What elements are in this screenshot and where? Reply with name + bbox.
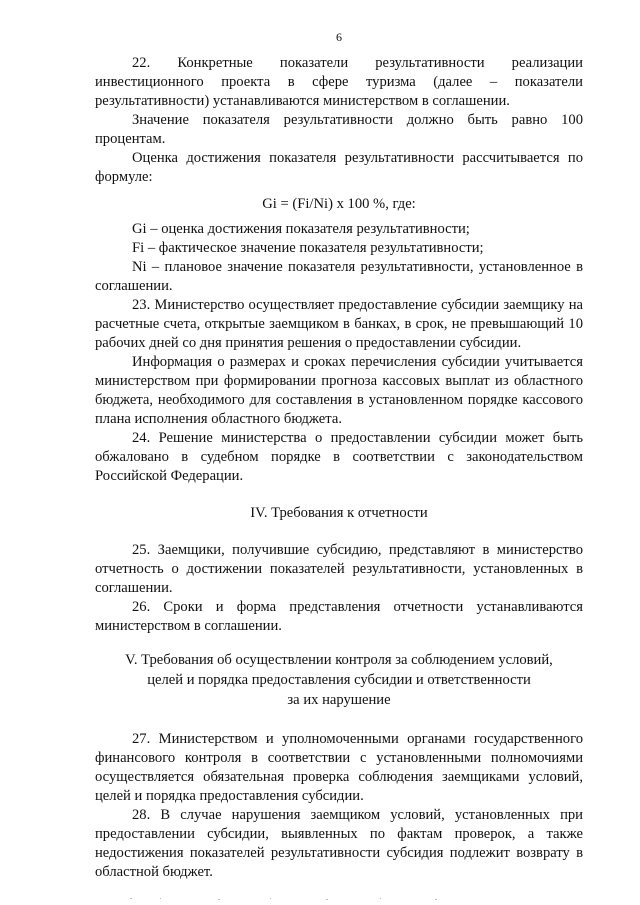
scan-artifact-marks bbox=[130, 897, 460, 901]
definition-ni: Ni – плановое значение показателя результативности, установленное в соглашении. bbox=[95, 259, 583, 294]
paragraph-22: 22. Конкретные показатели результативности реализации инвестиционного проекта в сфере туризма (далее – показатели результативности) устанавливаются министерством в соглашении. bbox=[95, 55, 583, 109]
paragraph-27: 27. Министерством и уполномоченными органами государственного финансового контроля в соответствии с установленными полномочиями осуществляется обязательная проверка соблюдения заемщиками условий, целей и порядка предоставления субсидии. bbox=[95, 731, 583, 804]
section-5-title-line-1: V. Требования об осуществлении контроля за соблюдением условий, bbox=[125, 652, 553, 668]
paragraph-assessment: Оценка достижения показателя результативности рассчитывается по формуле: bbox=[95, 150, 583, 185]
paragraph-26: 26. Сроки и форма представления отчетности устанавливаются министерством в соглашении. bbox=[95, 599, 583, 634]
section-5-title-line-3: за их нарушение bbox=[287, 692, 391, 708]
formula: Gi = (Fi/Ni) x 100 %, где: bbox=[262, 196, 416, 212]
paragraph-23: 23. Министерство осуществляет предоставление субсидии заемщику на расчетные счета, открытые заемщиком в банках, в срок, не превышающий 10 рабочих дней со дня принятия решения о предоставлении субсидии. bbox=[95, 297, 583, 351]
section-4-title: IV. Требования к отчетности bbox=[250, 505, 428, 521]
paragraph-indicator-value: Значение показателя результативности должно быть равно 100 процентам. bbox=[95, 112, 583, 147]
definition-gi: Gi – оценка достижения показателя результативности; bbox=[132, 221, 470, 237]
paragraph-24: 24. Решение министерства о предоставлении субсидии может быть обжаловано в судебном порядке в соответствии с законодательством Российской Федерации. bbox=[95, 430, 583, 484]
paragraph-payment-info: Информация о размерах и сроках перечисления субсидии учитывается министерством при формировании прогноза кассовых выплат из областного бюджета, необходимого для составления в установленном порядке кассового плана исполнения областного бюджета. bbox=[95, 354, 583, 427]
section-5-title bbox=[95, 650, 583, 710]
page-number: 6 bbox=[336, 30, 342, 44]
paragraph-25: 25. Заемщики, получившие субсидию, представляют в министерство отчетность о достижении показателей результативности, установленных в соглашении. bbox=[95, 542, 583, 596]
definition-fi: Fi – фактическое значение показателя результативности; bbox=[132, 240, 484, 256]
paragraph-28: 28. В случае нарушения заемщиком условий, установленных при предоставлении субсидии, выявленных по фактам проверок, а также недостижения показателей результативности субсидия подлежит возврату в областной бюджет. bbox=[95, 807, 583, 880]
section-5-title-line-2: целей и порядка предоставления субсидии и ответственности bbox=[147, 672, 531, 688]
document-page bbox=[95, 30, 583, 882]
